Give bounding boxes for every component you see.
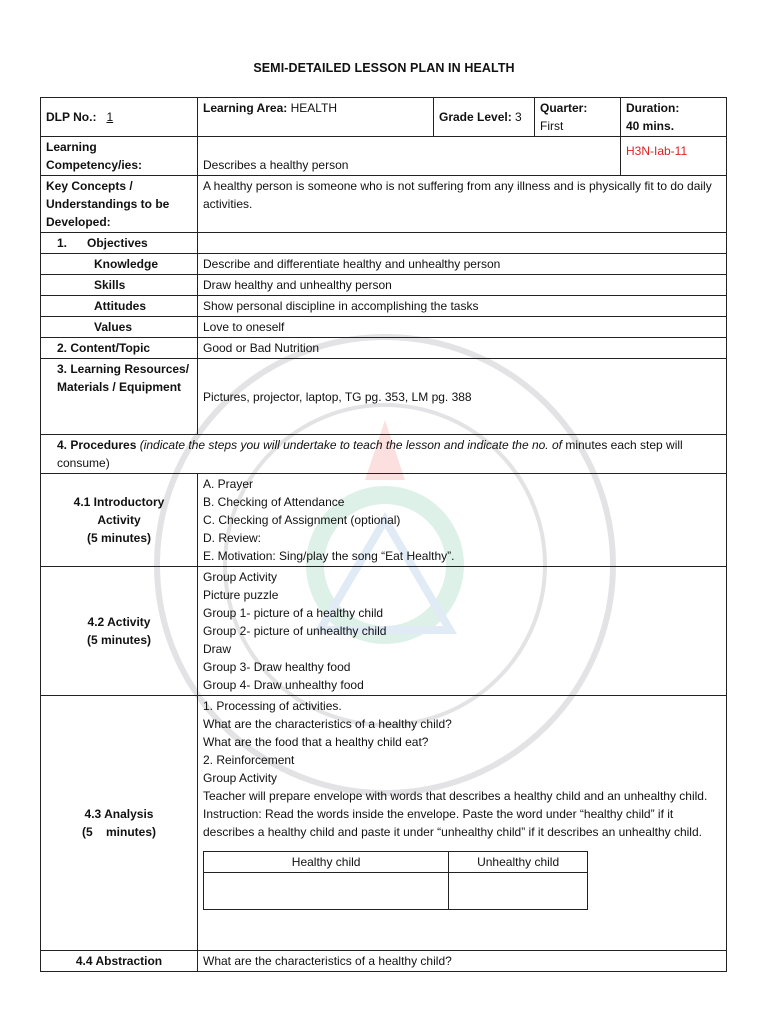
dlp-value: 1 xyxy=(106,110,114,124)
objectives-label: 1. Objectives xyxy=(41,233,198,254)
analysis-content xyxy=(198,696,727,951)
objective-values-row xyxy=(41,317,727,338)
key-concepts-row xyxy=(41,176,727,233)
knowledge-value: Describe and differentiate healthy and unhealthy person xyxy=(198,254,727,275)
introductory-label: 4.1 Introductory Activity xyxy=(73,495,165,527)
intro-line: D. Review: xyxy=(203,531,262,545)
lesson-plan-table xyxy=(40,97,727,972)
dlp-label: DLP No.: xyxy=(46,110,97,124)
skills-value: Draw healthy and unhealthy person xyxy=(198,275,727,296)
grade-level-label: Grade Level: xyxy=(439,110,512,124)
activity-line: Group Activity xyxy=(203,570,278,584)
activity-line: Group 3- Draw healthy food xyxy=(203,660,351,674)
healthy-child-drop-cell xyxy=(204,873,449,910)
competency-code: H3N-Iab-11 xyxy=(621,137,727,176)
activity-line: Picture puzzle xyxy=(203,588,279,602)
objective-attitudes-row xyxy=(41,296,727,317)
procedures-note: (indicate the steps you will undertake to teach the lesson and indicate the no. of xyxy=(139,438,562,452)
content-value: Good or Bad Nutrition xyxy=(198,338,727,359)
healthy-child-header: Healthy child xyxy=(204,852,449,873)
activity-row xyxy=(41,567,727,696)
competency-value: Describes a healthy person xyxy=(198,137,621,176)
quarter-cell xyxy=(535,98,621,137)
activity-label-cell xyxy=(41,567,198,696)
procedures-cell xyxy=(41,435,727,474)
activity-line: Group 1- picture of a healthy child xyxy=(203,606,384,620)
intro-line: B. Checking of Attendance xyxy=(203,495,345,509)
knowledge-label: Knowledge xyxy=(41,254,198,275)
intro-line: E. Motivation: Sing/play the song “Eat Healthy”. xyxy=(203,549,455,563)
analysis-line: What are the food that a healthy child eat? xyxy=(203,735,429,749)
analysis-time: (5 minutes) xyxy=(81,825,156,839)
competency-label: Learning Competency/ies: xyxy=(41,137,198,176)
resources-row xyxy=(41,359,727,435)
objectives-blank xyxy=(198,233,727,254)
values-value: Love to oneself xyxy=(198,317,727,338)
duration-cell xyxy=(621,98,727,137)
analysis-label-cell xyxy=(41,696,198,951)
grade-level-value: 3 xyxy=(515,110,522,124)
intro-line: C. Checking of Assignment (optional) xyxy=(203,513,401,527)
learning-area-value: HEALTH xyxy=(290,101,338,115)
content-row xyxy=(41,338,727,359)
introductory-row xyxy=(41,474,727,567)
activity-label: 4.2 Activity xyxy=(87,615,151,629)
unhealthy-child-header: Unhealthy child xyxy=(449,852,588,873)
key-concepts-label: Key Concepts / Understandings to be Developed: xyxy=(41,176,198,233)
procedures-row xyxy=(41,435,727,474)
quarter-value: First xyxy=(540,119,564,133)
learning-area-cell xyxy=(198,98,434,137)
competency-row xyxy=(41,137,727,176)
sorting-table xyxy=(203,851,588,910)
dlp-cell xyxy=(41,98,198,137)
introductory-content xyxy=(198,474,727,567)
duration-value: 40 mins. xyxy=(626,119,675,133)
abstraction-label: 4.4 Abstraction xyxy=(41,951,198,972)
analysis-line: Group Activity xyxy=(203,771,278,785)
analysis-line: What are the characteristics of a healthy child? xyxy=(203,717,452,731)
attitudes-label: Attitudes xyxy=(41,296,198,317)
activity-line: Draw xyxy=(203,642,232,656)
learning-area-label: Learning Area: xyxy=(203,101,288,115)
introductory-time: (5 minutes) xyxy=(86,531,151,545)
key-concepts-value: A healthy person is someone who is not suffering from any illness and is physically fit to do daily activities. xyxy=(198,176,727,233)
procedures-label: 4. Procedures xyxy=(57,438,137,452)
introductory-label-cell xyxy=(41,474,198,567)
intro-line: A. Prayer xyxy=(203,477,254,491)
objectives-row xyxy=(41,233,727,254)
analysis-label: 4.3 Analysis xyxy=(84,807,154,821)
attitudes-value: Show personal discipline in accomplishing the tasks xyxy=(198,296,727,317)
activity-line: Group 4- Draw unhealthy food xyxy=(203,678,364,692)
duration-label: Duration: xyxy=(626,101,680,115)
unhealthy-child-drop-cell xyxy=(449,873,588,910)
page-title: SEMI-DETAILED LESSON PLAN IN HEALTH xyxy=(253,61,515,75)
objective-skills-row xyxy=(41,275,727,296)
objective-knowledge-row xyxy=(41,254,727,275)
quarter-label: Quarter: xyxy=(540,101,588,115)
analysis-row xyxy=(41,696,727,951)
analysis-line: Instruction: Read the words inside the envelope. Paste the word under “healthy child” if it describes a healthy child and paste it under “unhealthy child” if it describes an unhealthy child. xyxy=(203,807,702,839)
activity-time: (5 minutes) xyxy=(86,633,151,647)
analysis-line: 1. Processing of activities. xyxy=(203,699,342,713)
header-row xyxy=(41,98,727,137)
procedures-note-end: minutes each step will consume) xyxy=(57,438,683,470)
resources-value: Pictures, projector, laptop, TG pg. 353, LM pg. 388 xyxy=(198,359,727,435)
analysis-line: Teacher will prepare envelope with words that describes a healthy child and an unhealthy child. xyxy=(203,789,708,803)
analysis-line: 2. Reinforcement xyxy=(203,753,295,767)
skills-label: Skills xyxy=(41,275,198,296)
content-label: 2. Content/Topic xyxy=(41,338,198,359)
grade-level-cell xyxy=(434,98,535,137)
abstraction-value: What are the characteristics of a healthy child? xyxy=(198,951,727,972)
values-label: Values xyxy=(41,317,198,338)
abstraction-row xyxy=(41,951,727,972)
resources-label: 3. Learning Resources/ Materials / Equipment xyxy=(41,359,198,435)
activity-content xyxy=(198,567,727,696)
activity-line: Group 2- picture of unhealthy child xyxy=(203,624,387,638)
